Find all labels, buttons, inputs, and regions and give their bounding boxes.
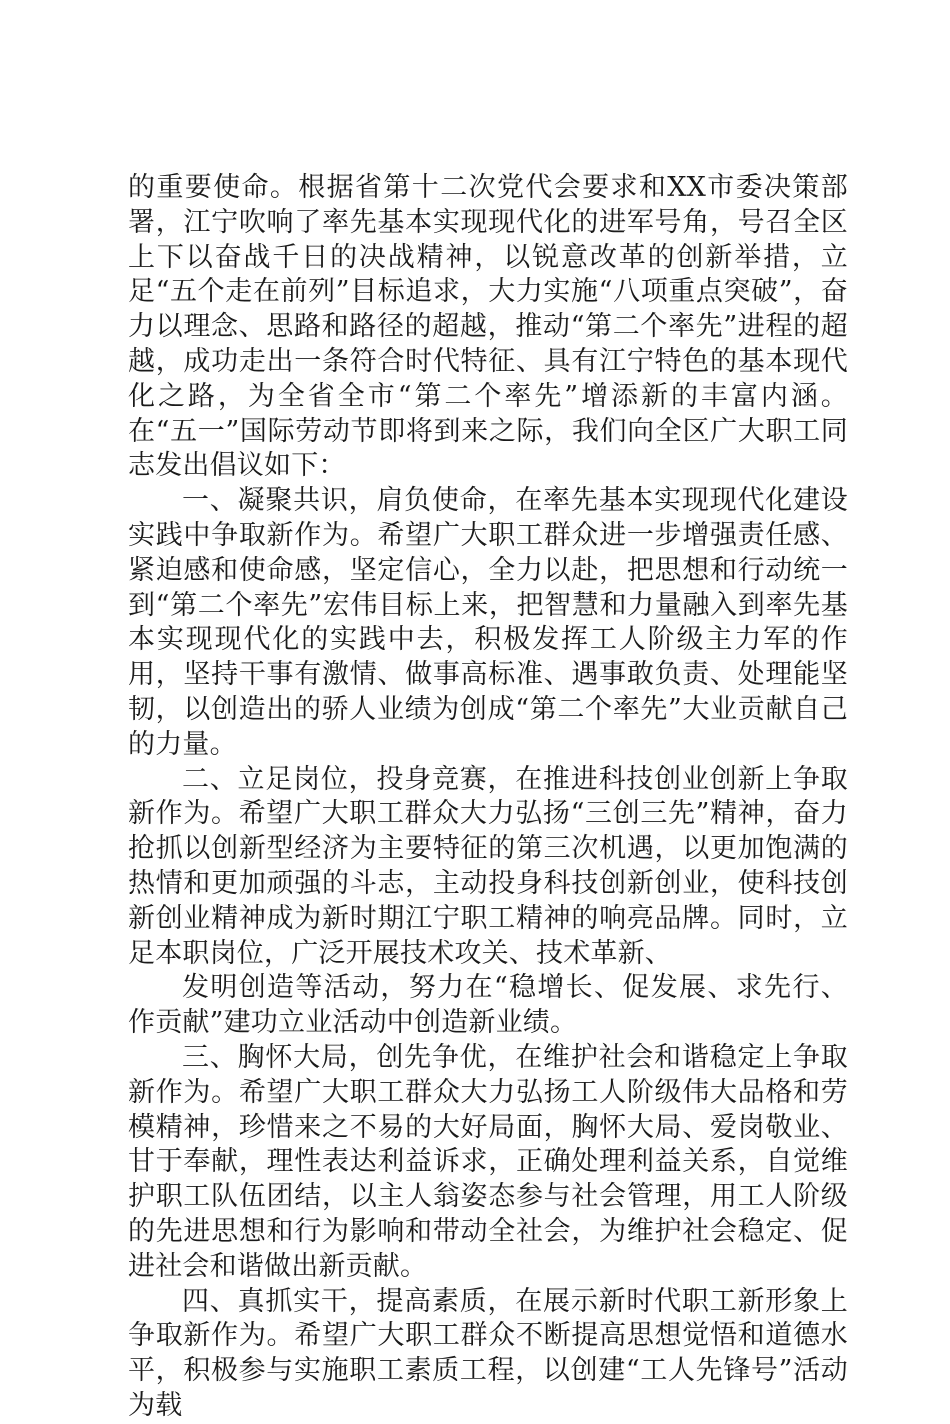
document-body bbox=[128, 171, 848, 1424]
paragraph-intro: 的重要使命。根据省第十二次党代会要求和XX市委决策部署，江宁吹响了率先基本实现现代化的进军号角，号召全区上下以奋战千日的决战精神，以锐意改革的创新举措，立足“五个走在前列”目标追求，大力实施“八项重点突破”，奋力以理念、思路和路径的超越，推动“第二个率先”进程的超越，成功走出一条符合时代特征、具有江宁特色的基本现代化之路，为全省全市“第二个率先”增添新的丰富内涵。在“五一”国际劳动节即将到来之际，我们向全区广大职工同志发出倡议如下： bbox=[128, 172, 848, 482]
paragraph-point-two-continued: 发明创造等活动，努力在“稳增长、促发展、求先行、作贡献”建功立业活动中创造新业绩。 bbox=[128, 972, 848, 1039]
paragraph-point-one: 一、凝聚共识，肩负使命，在率先基本实现现代化建设实践中争取新作为。希望广大职工群众进一步增强责任感、紧迫感和使命感，坚定信心，全力以赴，把思想和行动统一到“第二个率先”宏伟目标上来，把智慧和力量融入到率先基本实现现代化的实践中去，积极发挥工人阶级主力军的作用，坚持干事有激情、做事高标准、遇事敢负责、处理能坚韧，以创造出的骄人业绩为创成“第二个率先”大业贡献自己的力量。 bbox=[128, 485, 848, 760]
paragraph-point-four: 四、真抓实干，提高素质，在展示新时代职工新形象上争取新作为。希望广大职工群众不断提高思想觉悟和道德水平，积极参与实施职工素质工程，以创建“工人先锋号”活动为载 bbox=[128, 1285, 848, 1421]
paragraph-point-three: 三、胸怀大局，创先争优，在维护社会和谐稳定上争取新作为。希望广大职工群众大力弘扬工人阶级伟大品格和劳模精神，珍惜来之不易的大好局面，胸怀大局、爱岗敬业、甘于奉献，理性表达利益诉求，正确处理利益关系，自觉维护职工队伍团结，以主人翁姿态参与社会管理，用工人阶级的先进思想和行为影响和带动全社会，为维护社会稳定、促进社会和谐做出新贡献。 bbox=[128, 1041, 848, 1282]
paragraph-point-two: 二、立足岗位，投身竞赛，在推进科技创业创新上争取新作为。希望广大职工群众大力弘扬“三创三先”精神，奋力抢抓以创新型经济为主要特征的第三次机遇，以更加饱满的热情和更加顽强的斗志，主动投身科技创新创业，使科技创新创业精神成为新时期江宁职工精神的响亮品牌。同时，立足本职岗位，广泛开展技术攻关、技术革新、 bbox=[128, 763, 848, 969]
